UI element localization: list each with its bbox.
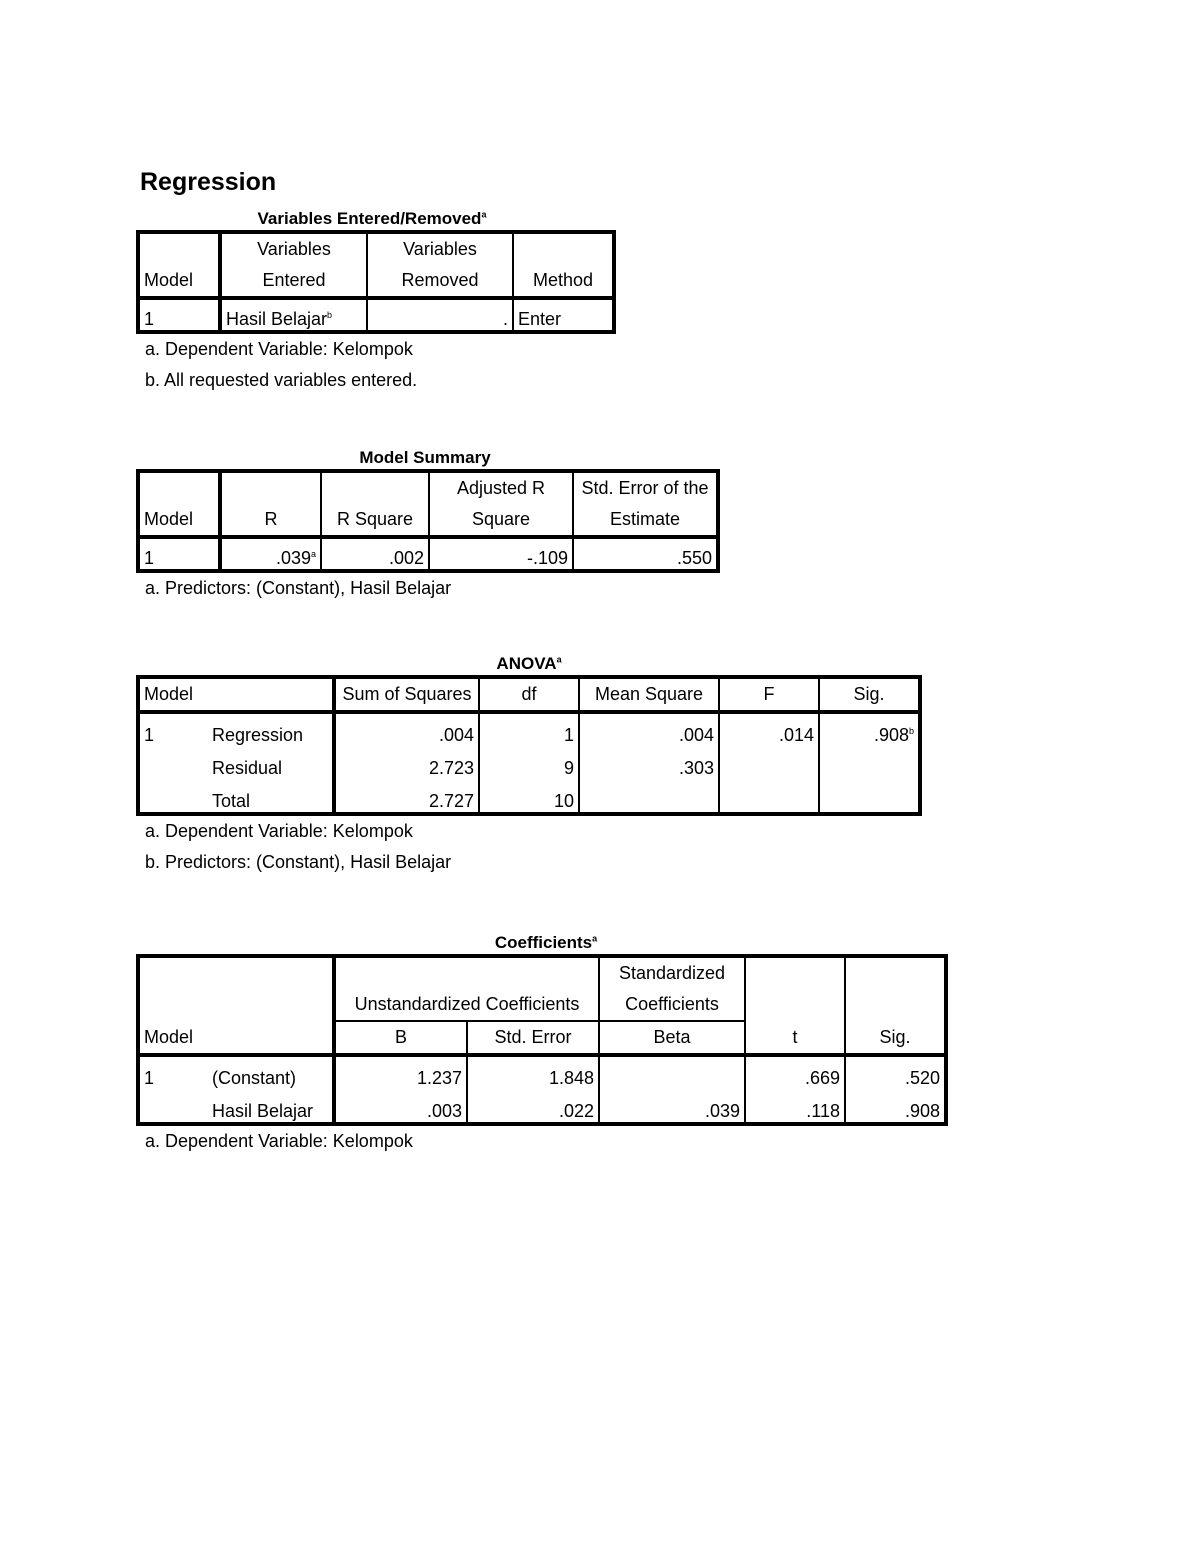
header-model: Model	[138, 677, 208, 712]
cell-source: Regression	[208, 712, 334, 746]
table-header-row	[138, 471, 718, 537]
cell-f	[719, 779, 819, 814]
header-sum-of-squares: Sum of Squares	[334, 677, 479, 712]
cell-df: 1	[479, 712, 579, 746]
cell-f: .014	[719, 712, 819, 746]
header-t: t	[745, 1021, 845, 1055]
cell-model: 1	[138, 537, 220, 571]
header-adjusted-r-square: Adjusted R Square	[429, 471, 573, 537]
anova-title: ANOVA$^a$	[496, 654, 562, 673]
cell-model-number: 1	[138, 712, 208, 746]
coefficients-table	[136, 954, 948, 1126]
cell-variables-removed: .	[367, 298, 513, 332]
cell-variables-entered: Hasil Belajar$^b$	[220, 298, 367, 332]
model-summary-section	[136, 447, 720, 604]
table-header-row	[138, 677, 920, 712]
header-variables-entered: Variables Entered	[220, 232, 367, 298]
header-r-square: R Square	[321, 471, 429, 537]
header-model-label	[208, 677, 334, 712]
cell-adjusted-r-square: -.109	[429, 537, 573, 571]
header-model	[138, 956, 208, 1021]
header-std-error: Std. Error	[467, 1021, 599, 1055]
cell-sig: .520	[845, 1055, 946, 1089]
cell-source: Total	[208, 779, 334, 814]
table-row	[138, 1055, 946, 1089]
footnote: b. Predictors: (Constant), Hasil Belajar	[145, 852, 452, 872]
cell-beta	[599, 1055, 745, 1089]
footnote: a. Dependent Variable: Kelompok	[145, 1131, 413, 1151]
header-model: Model	[138, 232, 220, 298]
cell-f	[719, 746, 819, 779]
header-unstandardized-coefficients: Unstandardized Coefficients	[334, 956, 599, 1021]
footnote: a. Dependent Variable: Kelompok	[145, 339, 413, 359]
header-sig-spacer	[845, 956, 946, 1021]
coefficients-section	[136, 932, 956, 1157]
header-mean-square: Mean Square	[579, 677, 719, 712]
cell-std-error: .022	[467, 1089, 599, 1124]
cell-sum-of-squares: .004	[334, 712, 479, 746]
cell-sig	[819, 779, 920, 814]
cell-source: Residual	[208, 746, 334, 779]
cell-predictor: (Constant)	[208, 1055, 334, 1089]
table-row	[138, 712, 920, 746]
cell-mean-square: .303	[579, 746, 719, 779]
page-heading: Regression	[140, 168, 277, 196]
cell-r-square: .002	[321, 537, 429, 571]
header-sig: Sig.	[819, 677, 920, 712]
cell-r: .039$^a$	[220, 537, 321, 571]
cell-b: 1.237	[334, 1055, 467, 1089]
variables-table-title: Variables Entered/Removed$^a$	[257, 209, 487, 228]
coefficients-title: Coefficients$^a$	[494, 933, 598, 952]
variables-entered-removed-section	[136, 208, 616, 396]
footnote: a. Predictors: (Constant), Hasil Belajar	[145, 578, 452, 598]
cell-std-error-estimate: .550	[573, 537, 718, 571]
table-header-row	[138, 956, 946, 1021]
header-variables-removed: Variables Removed	[367, 232, 513, 298]
header-df: df	[479, 677, 579, 712]
table-row	[138, 537, 718, 571]
header-standardized-coefficients: Standardized Coefficients	[599, 956, 745, 1021]
header-beta: Beta	[599, 1021, 745, 1055]
cell-predictor: Hasil Belajar	[208, 1089, 334, 1124]
model-summary-title: Model Summary	[359, 448, 491, 467]
footnote: b. All requested variables entered.	[145, 370, 418, 390]
cell-model-number	[138, 1089, 208, 1124]
header-f: F	[719, 677, 819, 712]
table-row	[138, 746, 920, 779]
header-r: R	[220, 471, 321, 537]
header-b: B	[334, 1021, 467, 1055]
table-header-row	[138, 232, 614, 298]
cell-sig: .908	[845, 1089, 946, 1124]
anova-section	[136, 653, 922, 878]
header-method: Method	[513, 232, 614, 298]
footnote: a. Dependent Variable: Kelompok	[145, 821, 413, 841]
table-header-row	[138, 1021, 946, 1055]
header-model: Model	[138, 1021, 208, 1055]
cell-b: .003	[334, 1089, 467, 1124]
cell-mean-square: .004	[579, 712, 719, 746]
cell-beta: .039	[599, 1089, 745, 1124]
header-sig: Sig.	[845, 1021, 946, 1055]
variables-entered-removed-table	[136, 230, 616, 334]
cell-sig: .908$^b$	[819, 712, 920, 746]
cell-t: .669	[745, 1055, 845, 1089]
cell-t: .118	[745, 1089, 845, 1124]
header-model: Model	[138, 471, 220, 537]
cell-sum-of-squares: 2.727	[334, 779, 479, 814]
header-std-error-estimate: Std. Error of the Estimate	[573, 471, 718, 537]
table-row	[138, 1089, 946, 1124]
cell-model-number	[138, 779, 208, 814]
cell-df: 9	[479, 746, 579, 779]
header-t-spacer	[745, 956, 845, 1021]
model-summary-table	[136, 469, 720, 573]
cell-model-number	[138, 746, 208, 779]
header-model-label	[208, 1021, 334, 1055]
cell-model: 1	[138, 298, 220, 332]
header-model-label	[208, 956, 334, 1021]
cell-sum-of-squares: 2.723	[334, 746, 479, 779]
anova-table	[136, 675, 922, 816]
table-row	[138, 779, 920, 814]
cell-std-error: 1.848	[467, 1055, 599, 1089]
cell-method: Enter	[513, 298, 614, 332]
cell-df: 10	[479, 779, 579, 814]
cell-model-number: 1	[138, 1055, 208, 1089]
cell-mean-square	[579, 779, 719, 814]
table-row	[138, 298, 614, 332]
cell-sig	[819, 746, 920, 779]
